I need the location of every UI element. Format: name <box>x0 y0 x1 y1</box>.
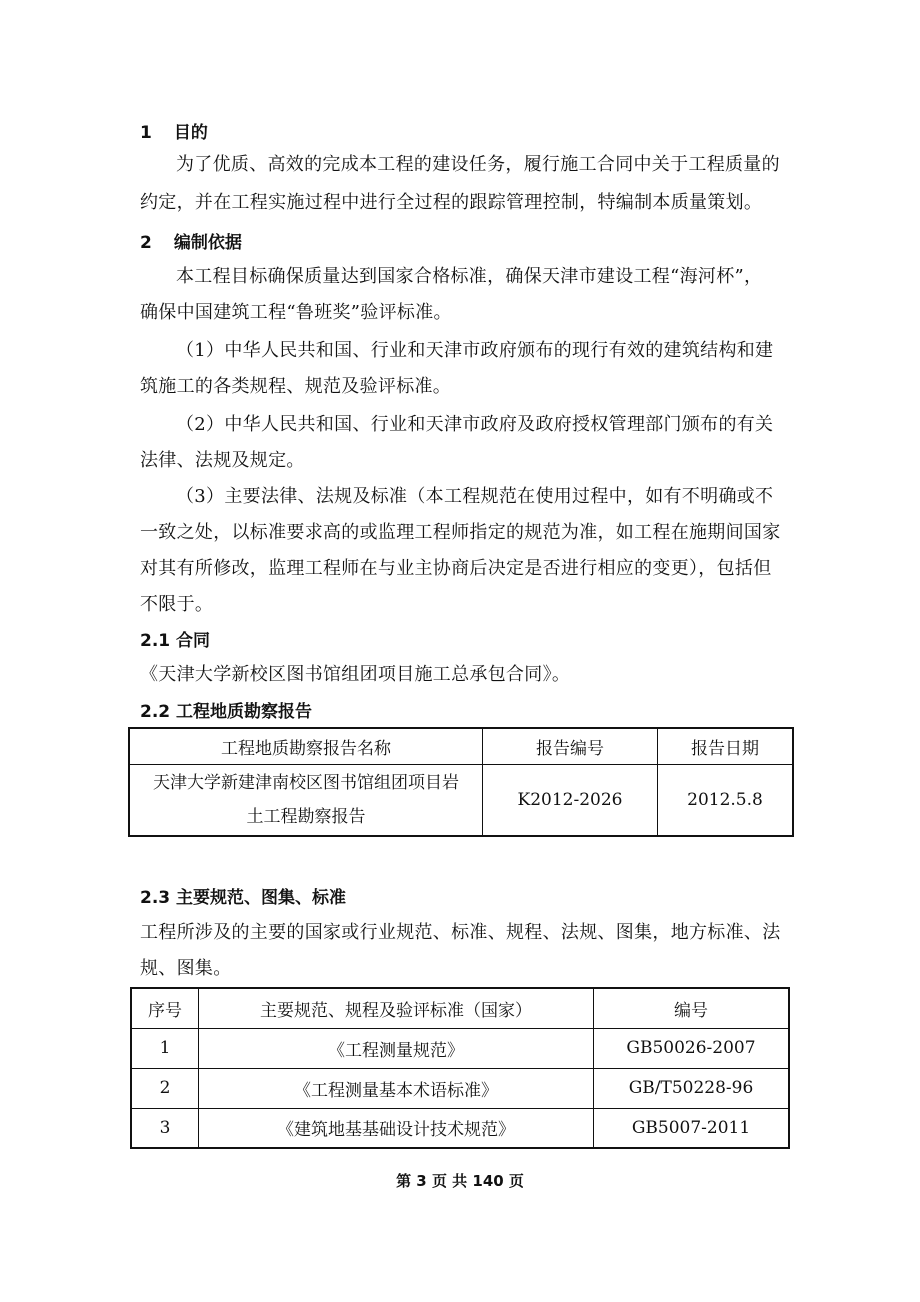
table-header-row <box>131 988 789 1028</box>
table-row <box>131 1028 789 1068</box>
section-2-heading: 2 编制依据 <box>140 233 242 253</box>
standard-name-cell: 《工程测量基本术语标准》 <box>199 1068 594 1108</box>
table-header-cell: 报告编号 <box>483 728 658 764</box>
list-item: （1）中华人民共和国、行业和天津市政府颁布的现行有效的建筑结构和建 <box>176 340 774 361</box>
contract-name: 《天津大学新校区图书馆组团项目施工总承包合同》。 <box>140 664 571 685</box>
paragraph: 为了优质、高效的完成本工程的建设任务，履行施工合同中关于工程质量的 <box>176 154 780 175</box>
standard-code-cell: GB50026-2007 <box>594 1028 790 1068</box>
table-row <box>131 1068 789 1108</box>
paragraph: 规、图集。 <box>140 958 232 979</box>
paragraph: 工程所涉及的主要的国家或行业规范、标准、规程、法规、图集，地方标准、法 <box>140 922 781 943</box>
section-2-2-heading: 2.2 工程地质勘察报告 <box>140 702 313 722</box>
standard-code-cell: GB/T50228-96 <box>594 1068 790 1108</box>
list-item: 一致之处，以标准要求高的或监理工程师指定的规范为准，如工程在施期间国家 <box>140 522 781 543</box>
section-2-3-heading: 2.3 主要规范、图集、标准 <box>140 888 347 908</box>
table-row <box>129 764 793 836</box>
paragraph: 本工程目标确保质量达到国家合格标准，确保天津市建设工程“海河杯”， <box>176 266 763 287</box>
list-item: 对其有所修改，监理工程师在与业主协商后决定是否进行相应的变更），包括但 <box>140 558 772 579</box>
report-date-cell: 2012.5.8 <box>658 764 794 836</box>
section-1-heading: 1 目的 <box>140 123 208 143</box>
standard-code-cell: GB5007-2011 <box>594 1108 790 1148</box>
list-item: 法律、法规及规定。 <box>140 450 305 471</box>
standard-name-cell: 《建筑地基基础设计技术规范》 <box>199 1108 594 1148</box>
list-item: 不限于。 <box>140 594 214 615</box>
standard-name-cell: 《工程测量规范》 <box>199 1028 594 1068</box>
table-header-cell: 序号 <box>131 988 199 1028</box>
table-header-cell: 主要规范、规程及验评标准（国家） <box>199 988 594 1028</box>
table-header-row <box>129 728 793 764</box>
list-item: 筑施工的各类规程、规范及验评标准。 <box>140 376 452 397</box>
row-number-cell: 1 <box>131 1028 199 1068</box>
table-header-cell: 报告日期 <box>658 728 794 764</box>
geological-report-table <box>128 727 794 837</box>
paragraph: 确保中国建筑工程“鲁班奖”验评标准。 <box>140 302 452 323</box>
page-footer: 第 3 页 共 140 页 <box>396 1172 524 1190</box>
section-2-1-heading: 2.1 合同 <box>140 631 211 651</box>
list-item: （2）中华人民共和国、行业和天津市政府及政府授权管理部门颁布的有关 <box>176 414 774 435</box>
report-name-cell: 天津大学新建津南校区图书馆组团项目岩 土工程勘察报告 <box>129 764 483 836</box>
row-number-cell: 3 <box>131 1108 199 1148</box>
report-code-cell: K2012-2026 <box>483 764 658 836</box>
table-row <box>131 1108 789 1148</box>
row-number-cell: 2 <box>131 1068 199 1108</box>
table-header-cell: 工程地质勘察报告名称 <box>129 728 483 764</box>
table-header-cell: 编号 <box>594 988 790 1028</box>
paragraph: 约定，并在工程实施过程中进行全过程的跟踪管理控制，特编制本质量策划。 <box>140 192 763 213</box>
list-item: （3）主要法律、法规及标准（本工程规范在使用过程中，如有不明确或不 <box>176 486 774 507</box>
standards-table <box>130 987 790 1149</box>
